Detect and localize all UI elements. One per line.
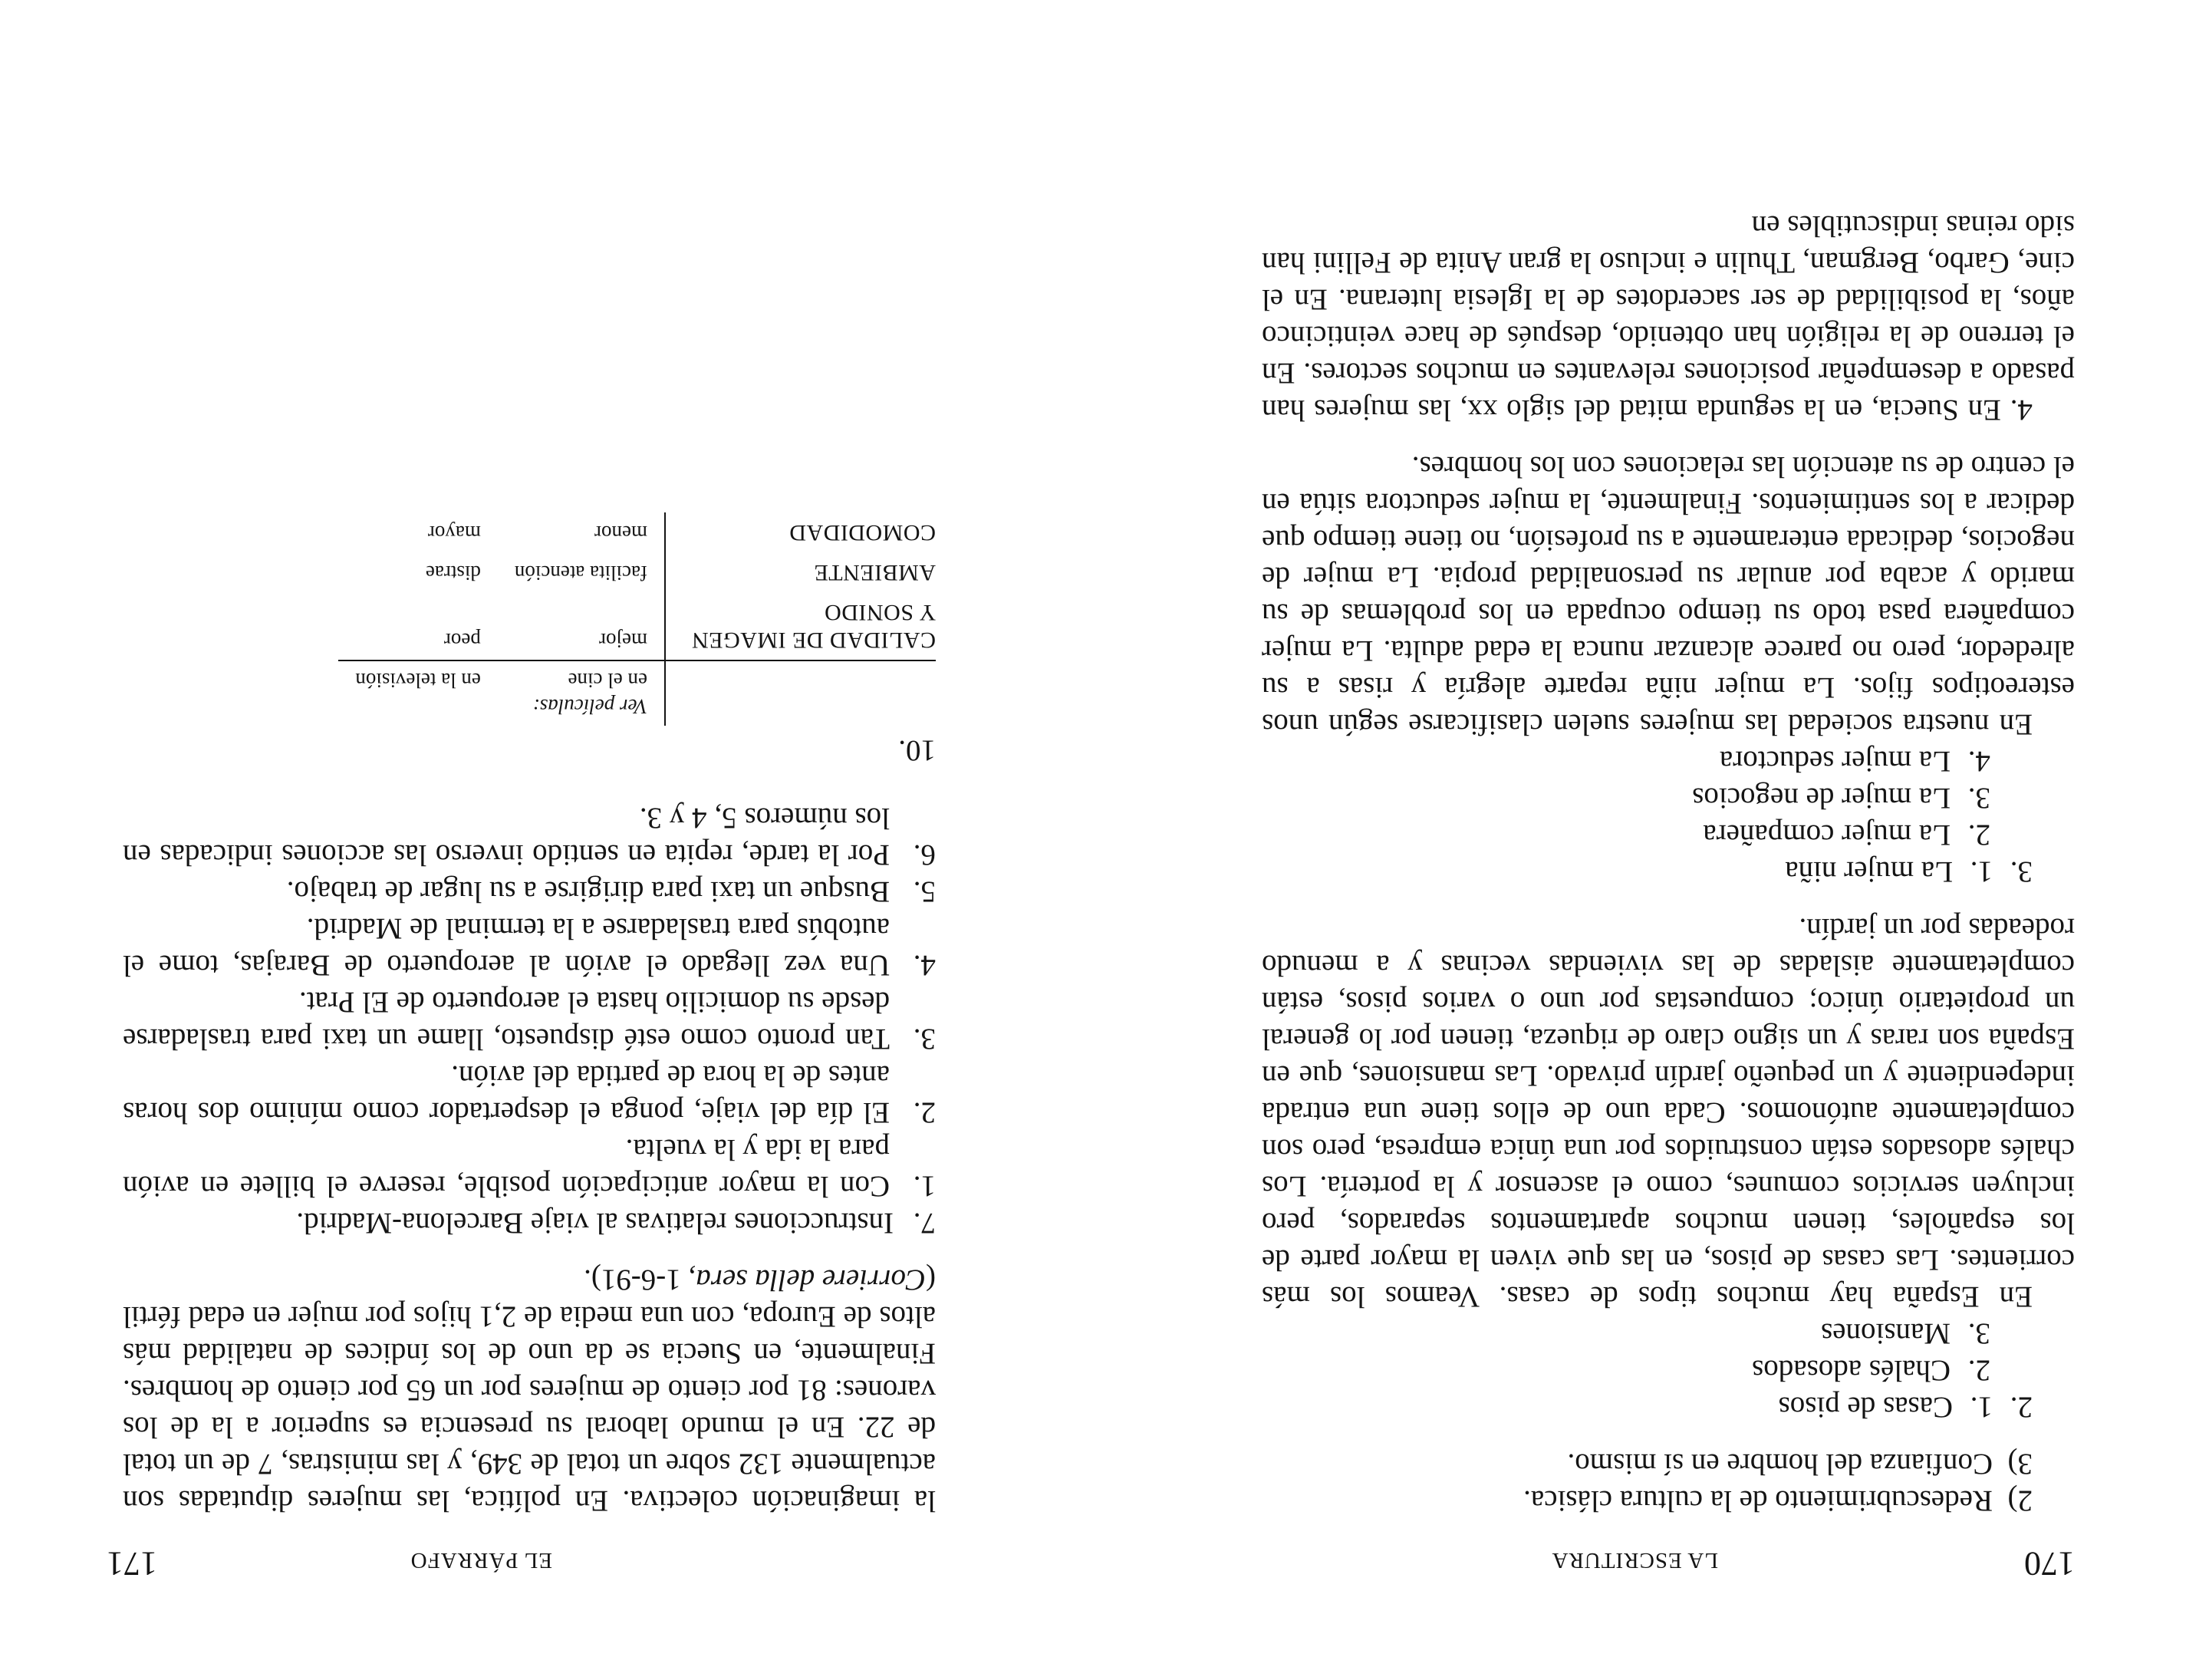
instructions-list	[123, 799, 936, 1204]
table-header-label: Ver películas:	[532, 695, 647, 718]
row-label: AMBIENTE	[665, 552, 936, 592]
list-item: 3. Tan pronto como esté dispuesto, llame un taxi para trasladarse desde su domicilio hasta el aeropuerto de El Prat.	[123, 986, 936, 1056]
numbered-list-intro	[1262, 1445, 2075, 1519]
running-head: LA ESCRITURA	[1551, 1548, 1718, 1573]
exercise-3-list	[1262, 853, 2075, 890]
list-item: 2.Chalés adosados	[1752, 1354, 1990, 1387]
list-item: 3.Mansiones	[1821, 1317, 1990, 1350]
table-cell: mayor	[427, 522, 481, 545]
list-item: 3)Confianza del hombre en sí mismo.	[1567, 1448, 2033, 1481]
exercise-10	[123, 512, 936, 769]
exercise-2-list	[1262, 1388, 2075, 1425]
list-item: 3.1.La mujer niña	[1785, 855, 2033, 888]
comparison-table	[338, 512, 936, 726]
list-item: 2.La mujer compañera	[1703, 819, 1990, 852]
page-body	[123, 512, 936, 1519]
page-170	[1104, 0, 2209, 1680]
table-cell: menor	[594, 522, 647, 545]
page-number: 171	[107, 1545, 157, 1583]
exercise-10-number: 10.	[898, 734, 936, 767]
table-cell: peor	[443, 629, 481, 652]
row-label: CALIDAD DE IMAGEN Y SONIDO	[665, 592, 936, 660]
exercise-7-title: 7.Instrucciones relativas al viaje Barcelona-Madrid.	[296, 1207, 936, 1240]
column-header: en la televisión	[355, 669, 481, 692]
column-header: en el cine	[568, 669, 647, 692]
citation-date: 1-6-91).	[584, 1263, 681, 1296]
exercise-3-sublist	[1262, 743, 2075, 853]
page-body	[1262, 207, 2075, 1519]
list-item: 4. Una vez llegado el avión al aeropuerto de Barajas, tome el autobús para trasladarse a la terminal de Madrid.	[123, 912, 936, 982]
table-row	[338, 592, 936, 660]
exercise-2-paragraph: En España hay muchos tipos de casas. Veamos los más corrientes. Las casas de pisos, en las que viven la mayor parte de los españoles, tienen muchos apartamentos separados, pero incluyen servicios comunes, como el ascensor y la portería. Los chalés adosados están construidos por una única empresa, pero son completamente autónomos. Cada uno de ellos tiene una entrada independiente y un pequeño jardín privado. Las mansiones, que en España son raras y un signo claro de riqueza, tienen por lo general un propietario único; compuestas por uno o varios pisos, están completamente aisladas de las viviendas vecinas y a menudo rodeadas por un jardín.	[1262, 912, 2075, 1313]
page-171	[0, 0, 1104, 1680]
list-item: 1. Con la mayor anticipación posible, reserve el billete en avión para la ida y la vuelta.	[123, 1133, 936, 1203]
citation-source: Corriere della sera,	[688, 1263, 926, 1296]
list-item: 2. El día del viaje, ponga el despertador como mínimo dos horas antes de la hora de partida del avión.	[123, 1059, 936, 1129]
running-head: EL PÁRRAFO	[410, 1548, 552, 1573]
list-item: 3.La mujer de negocios	[1692, 782, 1990, 815]
table-cell: mejor	[599, 629, 647, 652]
list-item: 6. Por la tarde, repita en sentido inverso las acciones indicadas en los números 5, 4 y 3.	[123, 802, 936, 871]
table-cell: facilita atención	[514, 562, 647, 585]
continuation-paragraph: la imaginación colectiva. En política, las mujeres diputadas son actualmente 132 sobre un total de 349, y las ministras, 7 de un total de 22. En el mundo laboral su presencia es superior a la de los varones: 81 por ciento de mujeres por un 65 por ciento de hombres. Finalmente, en Suecia se da uno de los índices de natalidad más altos de Europa, con una media de 2,1 hijos por mujer en edad fértil (Corriere della sera, 1-6-91).	[123, 1263, 936, 1517]
exercise-7	[123, 799, 936, 1241]
exercise-2-sublist	[1262, 1315, 2075, 1388]
exercise-3-paragraph: En nuestra sociedad las mujeres suelen clasificarse según unos estereotipos fijos. La mujer niña reparte alegría y risas a su alrededor, pero no parece alcanzar nunca la edad adulta. La mujer compañera pasa todo su tiempo ocupada en los problemas de su marido y acaba por anular su personalidad propia. La mujer de negocios, dedicada enteramente a su profesión, no tiene tiempo que dedicar a los sentimientos. Finalmente, la mujer seductora sitúa en el centro de su atención las relaciones con los hombres.	[1262, 450, 2075, 741]
table-cell: distrae	[425, 562, 481, 585]
page-number: 170	[2024, 1545, 2075, 1583]
list-item: 2.1.Casas de pisos	[1778, 1391, 2033, 1424]
list-item: 5. Busque un taxi para dirigirse a su lugar de trabajo.	[286, 875, 936, 908]
exercise-4-paragraph: 4. En Suecia, en la segunda mitad del siglo xx, las mujeres han pasado a desempeñar posiciones relevantes en muchos sectores. En el terreno de la religión han obtenido, después de hace veinticinco años, la posibilidad de ser sacerdotes de la Iglesia luterana. En el cine, Garbo, Bergman, Thulin e incluso la gran Anita de Fellini han sido reinas indiscutibles en	[1261, 209, 2075, 427]
list-item: 2)Redescubrimiento de la cultura clásica.	[1523, 1484, 2033, 1517]
row-label: COMODIDAD	[665, 512, 936, 552]
table-header-row	[338, 660, 936, 726]
table-row	[338, 552, 936, 592]
table-row	[338, 512, 936, 552]
list-item: 4.La mujer seductora	[1719, 745, 1990, 778]
